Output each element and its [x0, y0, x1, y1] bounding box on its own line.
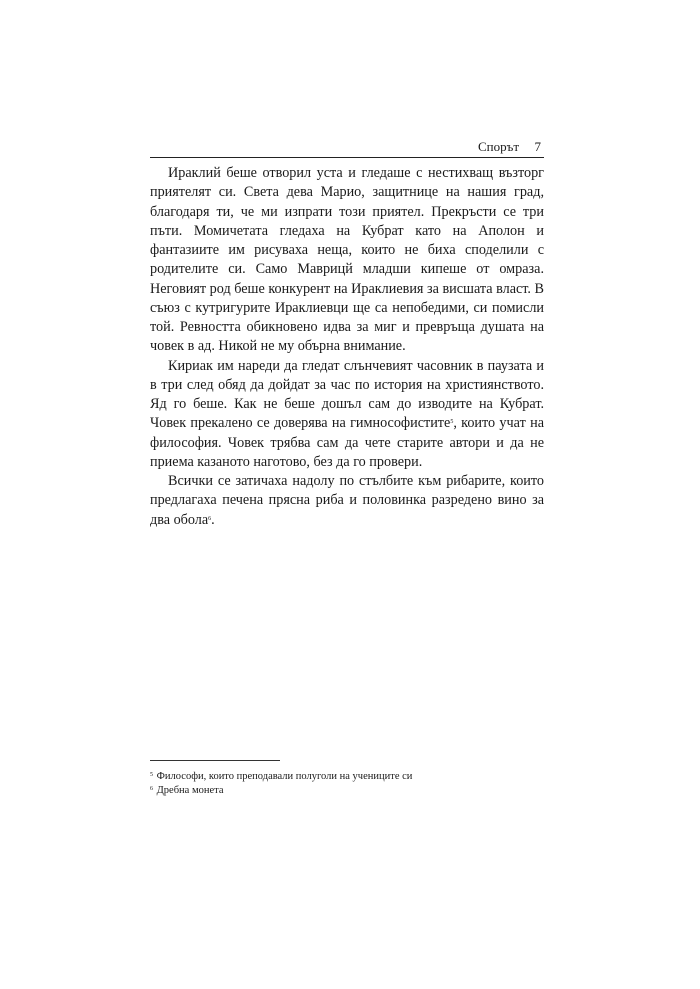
header-rule	[150, 157, 544, 158]
footnote-ref-6: 6	[208, 515, 212, 522]
body-text	[150, 164, 544, 530]
paragraph-3-text-before: Всички се затичаха надолу по стълбите към рибарите, които предлагаха печена прясна риба и половинка разредено вино за два обола	[150, 473, 544, 528]
footnote-mark: 5	[150, 772, 153, 778]
paragraph-3-text-after: .	[211, 511, 215, 528]
footnote-text: Дребна монета	[156, 785, 224, 796]
footnote-rule	[150, 760, 280, 761]
footnote-6	[150, 784, 544, 798]
paragraph-2	[150, 357, 544, 473]
page-number: 7	[534, 139, 541, 154]
paragraph-2-text-after: , които учат на философия. Човек трябва сам да чете старите автори и да не приема казаното наготово, без да го провери.	[150, 415, 544, 470]
section-title: Спорът	[477, 139, 519, 154]
paragraph-3	[150, 472, 544, 530]
footnote-ref-5: 5	[450, 419, 454, 426]
footnotes	[150, 770, 544, 798]
footnote-5	[150, 770, 544, 784]
paragraph-2-text-before: Кириак им нареди да гледат слънчевият часовник в паузата и в три след обяд да дойдат за час по история на християнството. Яд го беше. Как не беше дошъл сам до изводите на Кубрат. Човек прекалено се доверява на гимнософистите	[150, 357, 544, 432]
paragraph-1: Ираклий беше отворил уста и гледаше с нестихващ възторг приятелят си. Света дева Марио, защитнице на нашия град, благодаря ти, че ми изпрати този приятел. Прекръсти се три пъти. Момичетата гледаха на Кубрат като на Аполон и фантазиите им рисуваха неща, които не биха споделили с родителите си. Само Маврицй младши кипеше от омраза. Неговият род беше конкурент на Ираклиевия за висшата власт. В съюз с кутригурите Ираклиевци ще са непобедими, си помисли той. Ревността обикновено идва за миг и превръща душата на човек в ад. Никой не му обърна внимание.	[150, 165, 544, 355]
running-head	[150, 138, 543, 156]
footnote-text: Философи, които преподавали полуголи на учениците си	[156, 771, 413, 782]
footnote-mark: 6	[150, 786, 153, 792]
